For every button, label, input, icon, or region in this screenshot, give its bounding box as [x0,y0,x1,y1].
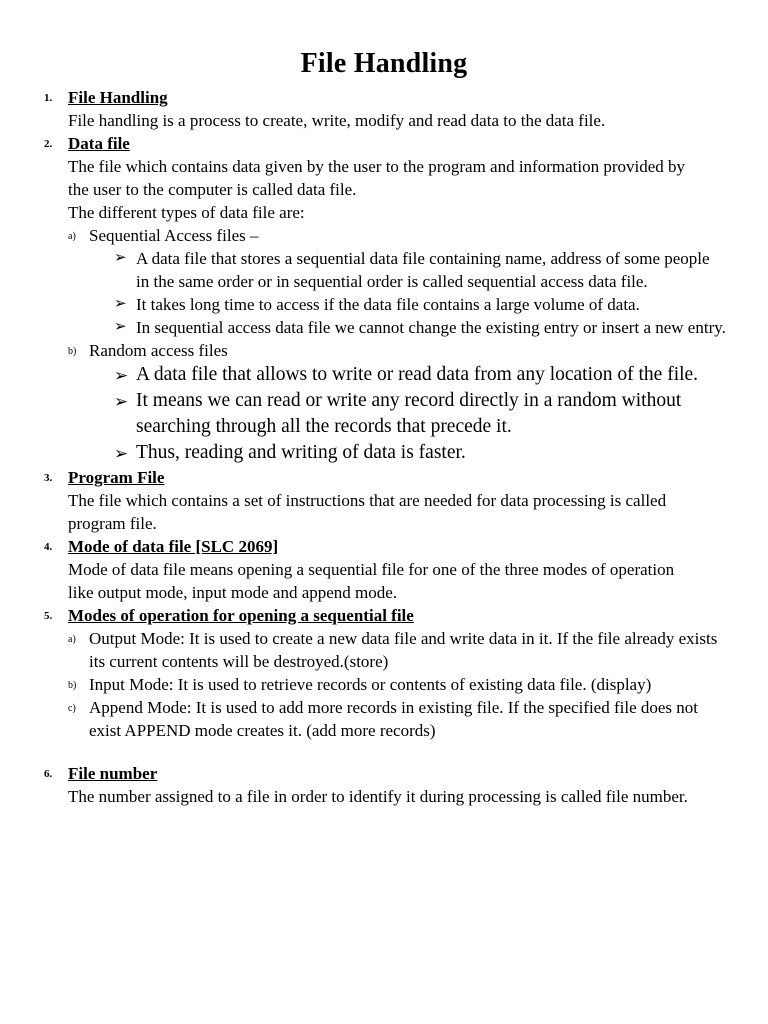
section-text: The file which contains data given by the user to the program and information provided by the user to the computer is called data file. [68,157,686,199]
bullet-text: Thus, reading and writing of data is faster. [136,442,466,463]
section-heading: File number [68,764,158,783]
section-number: 5. [44,610,53,622]
arrow-bullet-icon: ➢ [114,296,127,312]
bullet-text: In sequential access data file we cannot change the existing entry or insert a new entry. [136,318,726,337]
document-body [0,86,768,808]
section-text: Mode of data file means opening a sequential file for one of the three modes of operation like output mode, input mode and append mode. [68,560,675,602]
section-text: File handling is a process to create, write, modify and read data to the data file. [68,111,606,130]
mode-text: Output Mode: It is used to create a new data file and write data in it. If the file already exists its current contents will be destroyed.(store) [89,629,718,671]
mode-append [68,696,729,742]
bullet-text: A data file that stores a sequential data file containing name, address of some people in the same order or in sequential order is called sequential access data file. [136,249,710,291]
list-item [114,388,736,440]
mode-output [68,627,729,673]
section-number: 6. [44,768,53,780]
section-number: 4. [44,541,53,553]
list-item [114,293,726,316]
section-data-file [0,132,768,466]
type-label: Sequential Access files – [89,226,259,245]
arrow-bullet-icon: ➢ [114,319,127,335]
section-program-file [0,466,768,535]
section-file-number [0,762,768,808]
list-marker: b) [68,680,77,691]
list-item [114,440,736,466]
section-modes-of-operation [0,604,768,742]
random-bullet-list [0,362,768,466]
section-heading: File Handling [68,88,168,107]
section-heading: Modes of operation for opening a sequential file [68,606,414,625]
spacer [0,742,768,762]
section-number: 3. [44,472,53,484]
mode-input [68,673,729,696]
type-sequential-access [68,224,729,247]
list-marker: a) [68,231,76,242]
section-heading: Program File [68,468,165,487]
section-heading: Data file [68,134,130,153]
list-item [114,247,726,293]
bullet-text: A data file that allows to write or read data from any location of the file. [136,364,699,385]
section-file-handling [0,86,768,132]
page-title: File Handling [300,48,468,79]
list-item [114,362,736,388]
arrow-bullet-icon: ➢ [114,444,129,463]
bullet-text: It means we can read or write any record directly in a random without searching through all the records that precede it. [136,390,682,437]
list-item [114,316,726,339]
type-label: Random access files [89,341,228,360]
arrow-bullet-icon: ➢ [114,250,127,266]
section-text-types-intro: The different types of data file are: [68,203,305,222]
list-marker: a) [68,634,76,645]
bullet-text: It takes long time to access if the data file contains a large volume of data. [136,295,640,314]
section-number: 2. [44,138,53,150]
arrow-bullet-icon: ➢ [114,392,129,411]
list-marker: b) [68,346,77,357]
section-heading: Mode of data file [SLC 2069] [68,537,279,556]
list-marker: c) [68,703,76,714]
section-text: The file which contains a set of instructions that are needed for data processing is called program file. [68,491,667,533]
type-random-access [68,339,729,362]
arrow-bullet-icon: ➢ [114,366,129,385]
mode-text: Input Mode: It is used to retrieve records or contents of existing data file. (display) [89,675,652,694]
sequential-bullet-list [0,247,768,339]
section-text: The number assigned to a file in order to identify it during processing is called file number. [68,787,688,806]
mode-text: Append Mode: It is used to add more records in existing file. If the specified file does not exist APPEND mode creates it. (add more records) [89,698,699,740]
section-mode-of-data-file [0,535,768,604]
section-number: 1. [44,92,53,104]
